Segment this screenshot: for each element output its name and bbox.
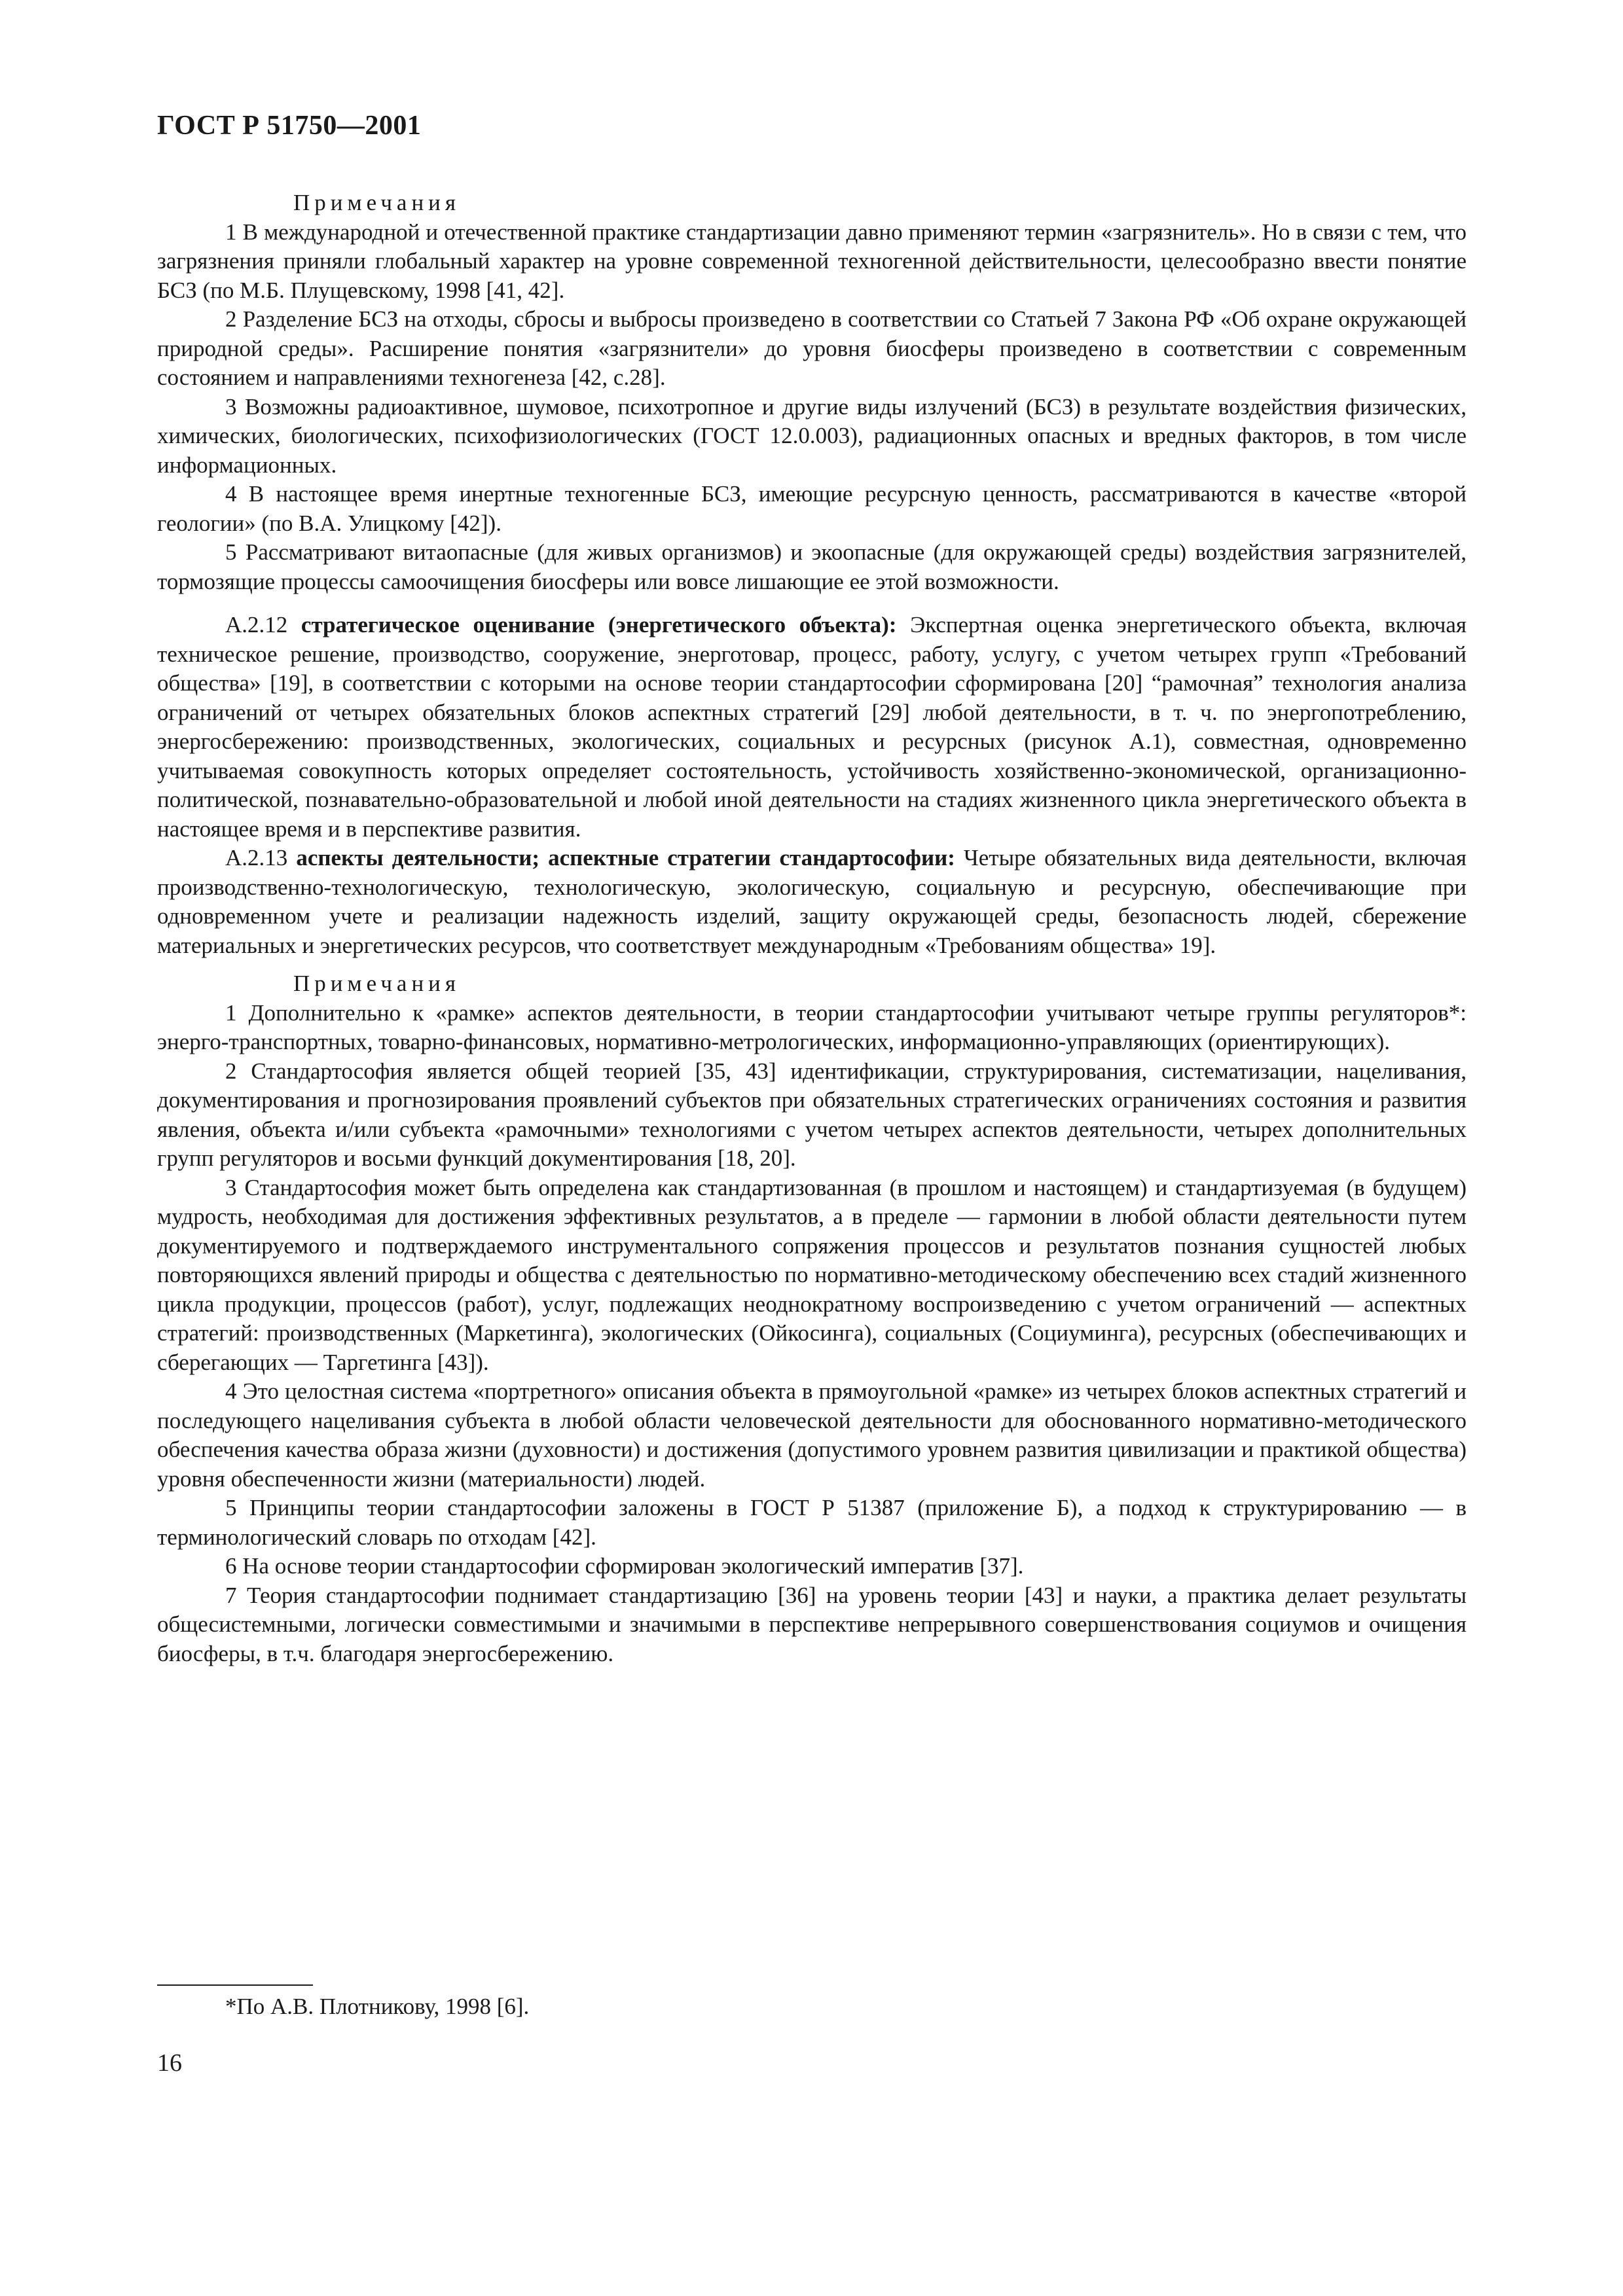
clause-text: Четыре обязательных вида деятельности, включая производственно-технологическую, технологическую, экологическую, социальную и ресурсную, обеспечивающие при одновременном учете и реализации надежность изделий, защиту окружающей среды, безопасность людей, сбережение материальных и энергетических ресурсов, что соответствует международным «Требованиям общества» 19]. xyxy=(157,845,1467,958)
note-item: 4 В настоящее время инертные техногенные БСЗ, имеющие ресурсную ценность, рассматриваются в качестве «второй геологии» (по В.А. Улицкому [42]). xyxy=(157,481,1467,536)
footnote-divider xyxy=(157,1984,313,1986)
clause-number: А.2.12 xyxy=(225,612,288,637)
page-number: 16 xyxy=(157,2049,182,2077)
notes-title: Примечания xyxy=(293,190,461,215)
document-body xyxy=(157,188,1467,1668)
note-item: 4 Это целостная система «портретного» описания объекта в прямоугольной «рамке» из четырех блоков аспектных стратегий и последующего нацеливания субъекта в любой области человеческой деятельности для обоснованного нормативно-методического обеспечения качества образа жизни (духовности) и достижения (допустимого уровнем развития цивилизации и практикой общества) уровня обеспеченности жизни (материальности) людей. xyxy=(157,1378,1467,1492)
document-header: ГОСТ Р 51750—2001 xyxy=(157,111,422,141)
notes-title: Примечания xyxy=(293,971,461,996)
clause-a212 xyxy=(157,611,1467,844)
note-item: 6 На основе теории стандартософии сформирован экологический императив [37]. xyxy=(225,1553,1024,1579)
note-item: 1 В международной и отечественной практике стандартизации давно применяют термин «загрязнитель». Но в связи с тем, что загрязнения приняли глобальный характер на уровне современной техногенной действительности, целесообразно ввести понятие БСЗ (по М.Б. Плущевскому, 1998 [41, 42]. xyxy=(157,219,1467,303)
note-item: 1 Дополнительно к «рамке» аспектов деятельности, в теории стандартософии учитывают четыре группы регуляторов*: энерго-транспортных, товарно-финансовых, нормативно-метрологических, информационно-управляющих (ориентирующих). xyxy=(157,999,1467,1054)
note-item: 5 Принципы теории стандартософии заложены в ГОСТ Р 51387 (приложение Б), а подход к структурированию — в терминологический словарь по отходам [42]. xyxy=(157,1495,1467,1550)
note-item: 2 Стандартософия является общей теорией [35, 43] идентификации, структурирования, систематизации, нацеливания, документирования и прогнозирования проявлений субъектов при обязательных стратегических ограничениях состояния и развития явления, объекта и/или субъекта «рамочными» технологиями с учетом четырех аспектов деятельности, четырех дополнительных групп регуляторов и восьми функций документирования [18, 20]. xyxy=(157,1058,1467,1171)
note-item: 7 Теория стандартософии поднимает стандартизацию [36] на уровень теории [43] и науки, а практика делает результаты общесистемными, логически совместимыми и значимыми в перспективе непрерывного совершенствования социумов и очищения биосферы, в т.ч. благодаря энергосбережению. xyxy=(157,1582,1467,1666)
note-item: 5 Рассматривают витаопасные (для живых организмов) и экоопасные (для окружающей среды) воздействия загрязнителей, тормозящие процессы самоочищения биосферы или вовсе лишающие ее этой возможности. xyxy=(157,539,1467,594)
clause-term: аспекты деятельности; аспектные стратегии стандартософии: xyxy=(296,845,955,870)
note-item: 2 Разделение БСЗ на отходы, сбросы и выбросы произведено в соответствии со Статьей 7 Закона РФ «Об охране окружающей природной среды». Расширение понятия «загрязнители» до уровня биосферы произведено в соответствии с современным состоянием и направлениями техногенеза [42, с.28]. xyxy=(157,306,1467,390)
clause-term: стратегическое оценивание (энергетического объекта): xyxy=(301,612,897,637)
note-item: 3 Стандартософия может быть определена как стандартизованная (в прошлом и настоящем) и стандартизуемая (в будущем) мудрость, необходимая для достижения эффективных результатов, а в пределе — гармонии в любой области деятельности путем документируемого и подтверждаемого инструментального сопряжения процессов и результатов познания сущностей любых повторяющихся явлений природы и общества с деятельностью по нормативно-методическому обеспечению всех стадий жизненного цикла продукции, процессов (работ), услуг, подлежащих неоднократному воспроизведению с учетом ограничений — аспектных стратегий: производственных (Маркетинга), экологических (Ойкосинга), социальных (Социуминга), ресурсных (обеспечивающих и сберегающих — Таргетинга [43]). xyxy=(157,1174,1467,1375)
note-item: 3 Возможны радиоактивное, шумовое, психотропное и другие виды излучений (БСЗ) в результате воздействия физических, химических, биологических, психофизиологических (ГОСТ 12.0.003), радиационных опасных и вредных факторов, в том числе информационных. xyxy=(157,393,1467,478)
clause-number: А.2.13 xyxy=(225,845,288,870)
footnote: *По А.В. Плотникову, 1998 [6]. xyxy=(225,1994,530,2019)
clause-a213 xyxy=(157,844,1467,960)
clause-text: Экспертная оценка энергетического объекта, включая техническое решение, производство, сооружение, энерготовар, процесс, работу, услугу, с учетом четырех групп «Требований общества» [19], в соответствии с которыми на основе теории стандартософии сформирована [20] “рамочная” технология анализа ограничений от четырех обязательных блоков аспектных стратегий [29] любой деятельности, в т. ч. по энергопотреблению, энергосбережению: производственных, экологических, социальных и ресурсных (рисунок А.1), совместная, одновременно учитываемая совокупность которых определяет состоятельность, устойчивость хозяйственно-экономической, организационно-политической, познавательно-образовательной и любой иной деятельности на стадиях жизненного цикла энергетического объекта в настоящее время и в перспективе развития. xyxy=(157,612,1467,842)
